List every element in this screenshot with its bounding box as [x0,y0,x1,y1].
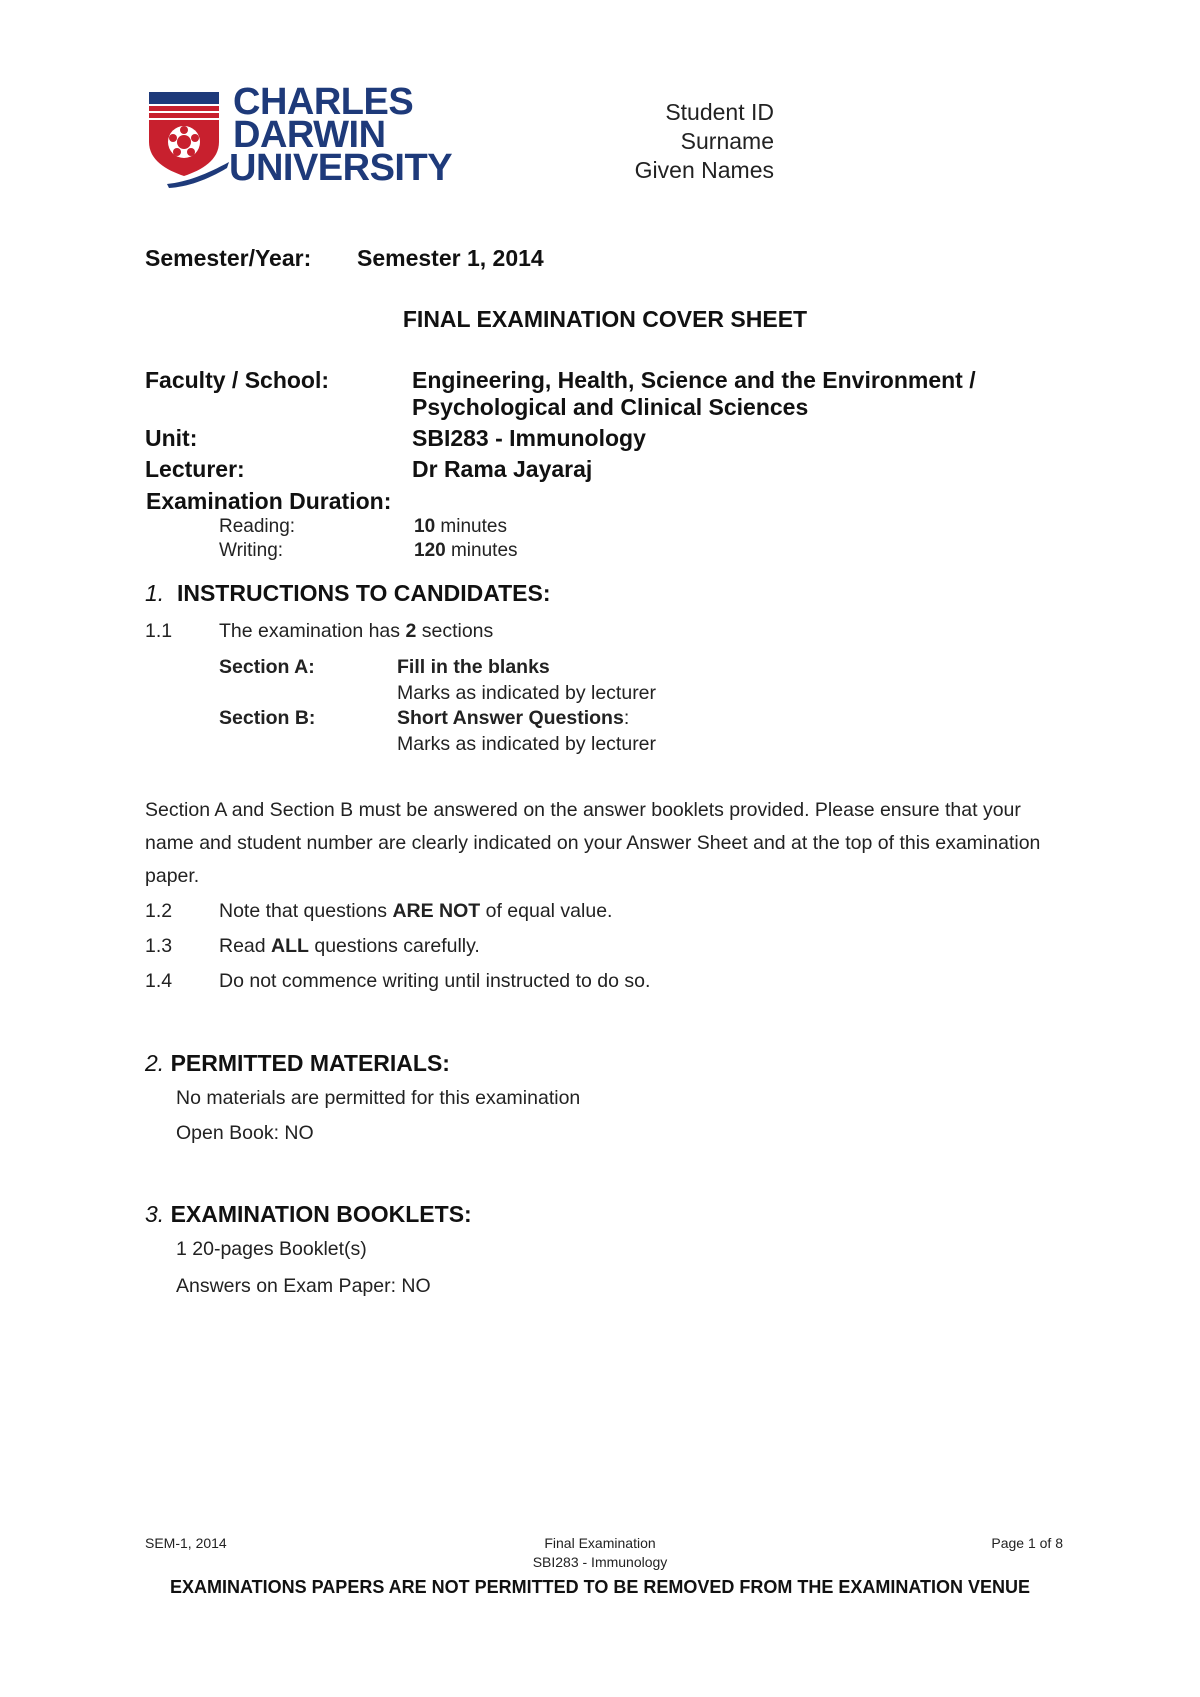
footer-page-number: Page 1 of 8 [991,1535,1063,1551]
section-b-marks: Marks as indicated by lecturer [397,733,657,755]
section-b-label: Section B: [219,707,316,729]
instruction-1-1-num: 1.1 [145,620,173,642]
instruction-1-3: Read ALL questions carefully. [219,935,480,957]
instructions-heading: 1. INSTRUCTIONS TO CANDIDATES: [145,580,551,606]
reading-label: Reading: [219,516,296,537]
booklets-heading: 3. EXAMINATION BOOKLETS: [145,1201,472,1227]
cover-title: FINAL EXAMINATION COVER SHEET [402,306,808,332]
footer-semester: SEM-1, 2014 [145,1535,227,1551]
reading-value: 10 minutes [414,516,507,537]
instruction-1-4-num: 1.4 [145,970,173,992]
faculty-label: Faculty / School: [145,367,330,393]
university-logo-text [229,81,453,189]
instruction-1-2: Note that questions ARE NOT of equal value. [219,900,613,922]
instruction-1-2-num: 1.2 [145,900,173,922]
surname-label: Surname [680,128,774,154]
unit-value: SBI283 - Immunology [412,425,646,451]
unit-label: Unit: [145,425,198,451]
student-fields [560,98,774,185]
faculty-line-2: Psychological and Clinical Sciences [412,394,809,420]
footer-warning: EXAMINATIONS PAPERS ARE NOT PERMITTED TO BE REMOVED FROM THE EXAMINATION VENUE [169,1577,1031,1597]
faculty-line-1: Engineering, Health, Science and the Environment / [412,367,976,393]
logo-line-1: CHARLES [233,81,414,123]
logo-line-2: DARWIN [233,114,386,156]
writing-value: 120 minutes [414,540,518,561]
section-b-title: Short Answer Questions: [397,707,630,729]
section-a-title: Fill in the blanks [397,656,550,678]
semester-label: Semester/Year: [145,245,312,271]
duration-label: Examination Duration: [146,488,392,514]
logo-line-3: UNIVERSITY [229,147,453,189]
instruction-1-1: The examination has 2 sections [219,620,494,642]
instruction-1-4: Do not commence writing until instructed to do so. [219,970,651,992]
permitted-line-1: No materials are permitted for this examination [176,1087,581,1109]
answer-paragraph: Section A and Section B must be answered on the answer booklets provided. Please ensure that your name and student number are clearly indicated on your Answer Sheet and at the top of this examination paper. [145,799,1041,887]
semester-value: Semester 1, 2014 [357,245,544,271]
footer-unit: SBI283 - Immunology [532,1554,668,1570]
given-names-label: Given Names [634,157,774,183]
writing-label: Writing: [219,540,284,561]
student-id-label: Student ID [665,99,774,125]
section-a-label: Section A: [219,656,315,678]
lecturer-label: Lecturer: [145,456,245,482]
university-crest-icon [147,90,229,190]
permitted-heading: 2. PERMITTED MATERIALS: [145,1050,450,1076]
booklets-line-2: Answers on Exam Paper: NO [176,1275,431,1297]
booklets-line-1: 1 20-pages Booklet(s) [176,1238,367,1260]
permitted-line-2: Open Book: NO [176,1122,314,1144]
instruction-1-3-num: 1.3 [145,935,173,957]
footer-title: Final Examination [544,1535,656,1551]
section-a-marks: Marks as indicated by lecturer [397,682,657,704]
lecturer-value: Dr Rama Jayaraj [412,456,593,482]
